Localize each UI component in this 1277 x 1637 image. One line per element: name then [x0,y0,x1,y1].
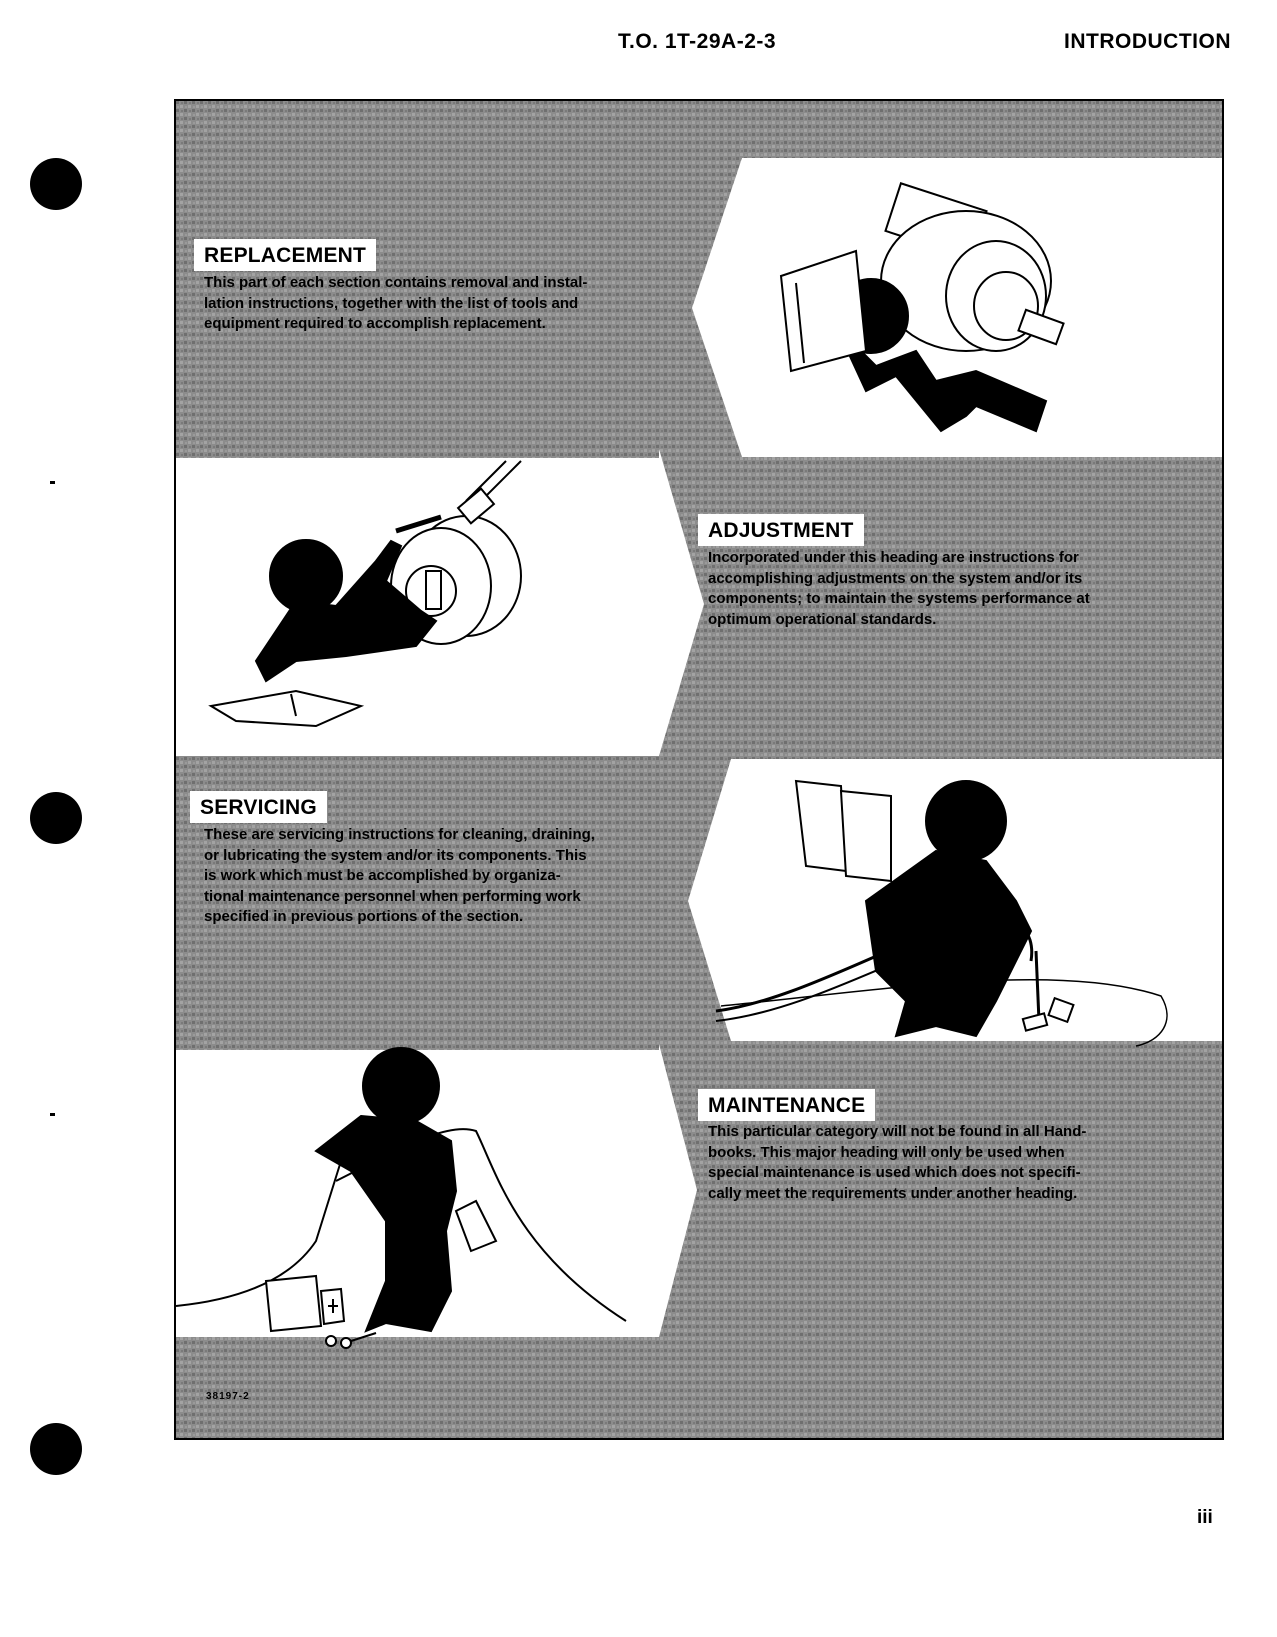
servicing-text: These are servicing instructions for cleaning, draining, or lubricating the system and/or its components. This is work which must be accomplished by organiza- tional maintenance personnel when performing work specified in previous portions of the section. [204,826,595,925]
document-number: T.O. 1T-29A-2-3 [618,30,777,53]
replacement-text: This part of each section contains removal and instal- lation instructions, together with the list of tools and equipment required to accomplish replacement. [204,274,588,332]
figure-id: 38197-2 [206,1391,250,1402]
adjustment-text: Incorporated under this heading are instructions for accomplishing adjustments on the system and/or its components; to maintain the systems performance at optimum operational standards. [708,549,1090,628]
maintenance-text: This particular category will not be found in all Hand- books. This major heading will only be used when special maintenance is used which does not specifi- cally meet the requirements under another heading. [708,1123,1087,1202]
illustration-frame [174,99,1224,1440]
margin-mark [50,481,55,484]
section-title: INTRODUCTION [1064,30,1231,53]
margin-mark [50,1113,55,1116]
servicing-heading: SERVICING [190,791,327,823]
page-number: iii [1197,1507,1213,1528]
replacement-heading: REPLACEMENT [194,239,376,271]
maintenance-heading: MAINTENANCE [698,1089,875,1121]
binder-hole-middle [30,792,82,844]
adjustment-heading: ADJUSTMENT [698,514,864,546]
binder-hole-bottom [30,1423,82,1475]
binder-hole-top [30,158,82,210]
